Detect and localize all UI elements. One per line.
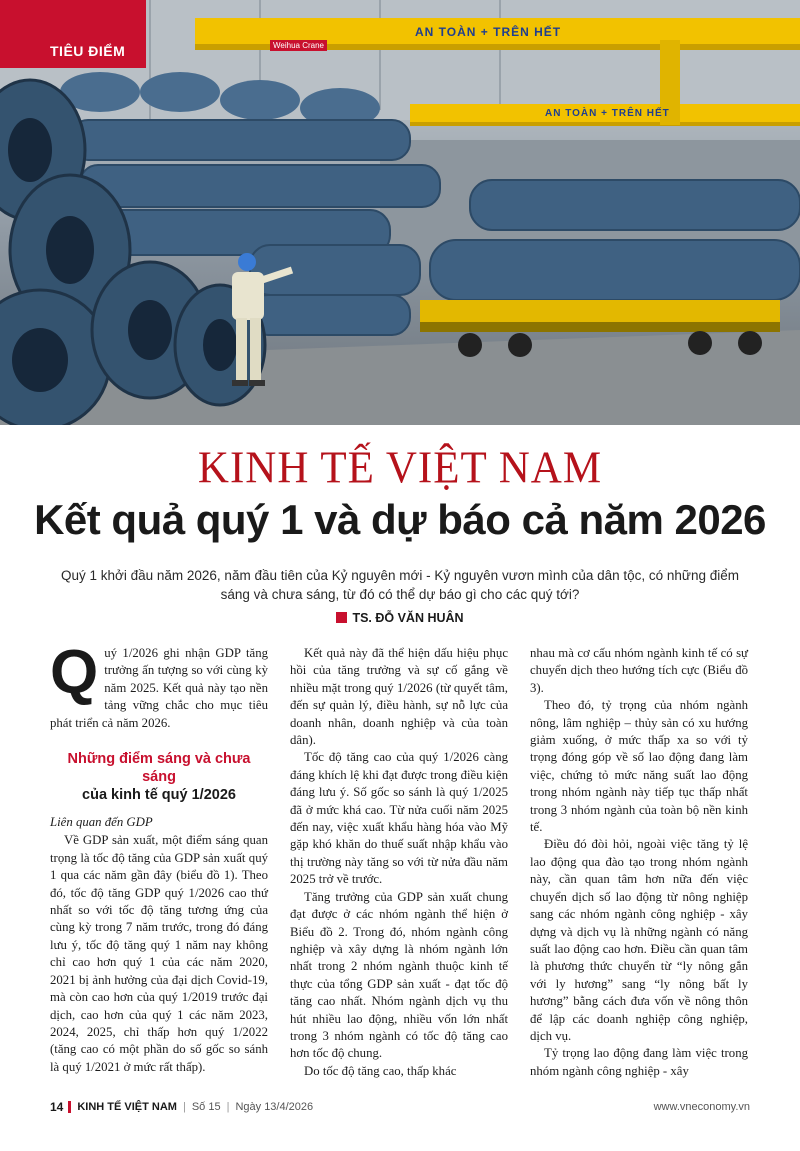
lead-in: Liên quan đến GDP: [50, 815, 153, 830]
issue-number: Số 15: [191, 1101, 221, 1113]
paragraph: Theo đó, tỷ trọng của nhóm ngành nông, lâm nghiệp – thủy sản có xu hướng giảm xuống, ở mức thấp xa so với tỷ trọng đóng góp về số lao động đang làm việc, chứng tỏ mức năng suất lao động trong nhóm ngành này tiếp tục thấp nhất trong 3 nhóm ngành của toàn bộ nền kinh tế.: [530, 698, 748, 835]
byline-logo-icon: [336, 612, 347, 623]
intro-text: uý 1/2026 ghi nhận GDP tăng trưởng ấn tượng so với cùng kỳ năm 2025. Kết quả này tạo nền tảng vững chắc cho mục tiêu phát triển cả năm 2026.: [50, 646, 268, 730]
paragraph: Tỷ trọng lao động đang làm việc trong nhóm ngành công nghiệp - xây: [530, 1046, 748, 1078]
subheading-line-1: Những điểm sáng và chưa sáng: [67, 751, 251, 786]
article-column-1: [50, 638, 268, 1076]
issue-date: Ngày 13/4/2026: [235, 1101, 314, 1113]
section-subheading: [50, 750, 268, 804]
magazine-name: KINH TẾ VIỆT NAM: [77, 1101, 177, 1113]
author-name: TS. ĐỖ VĂN HUÂN: [352, 611, 464, 625]
website-link[interactable]: www.vneconomy.vn: [653, 1101, 750, 1113]
footer-accent-bar: [68, 1101, 71, 1113]
paragraph: nhau mà cơ cấu nhóm ngành kinh tế có sự chuyển dịch theo hướng tích cực (Biểu đồ 3).: [530, 646, 748, 695]
paragraph: Tốc độ tăng cao của quý 1/2026 càng đáng khích lệ khi đạt được trong điều kiện đáng lưu ý. Số gốc so sánh là quý 1/2025 đã ở mức khá cao. Từ nửa cuối năm 2025 đến nay, việc xuất khẩu hàng hóa vào Mỹ gặp khó khăn do thuế suất nhập khẩu vào thị trường này tăng so với từ nửa đầu năm 2025 trở về trước.: [290, 750, 508, 887]
hero-photo: [0, 0, 800, 425]
crane-sign-upper: AN TOÀN + TRÊN HẾT: [415, 25, 562, 39]
section-tag: TIÊU ĐIỂM: [0, 0, 146, 68]
article-column-2: [290, 645, 508, 1080]
paragraph: Điều đó đòi hỏi, ngoài việc tăng tỷ lệ lao động qua đào tạo trong nhóm ngành này, cần quan tâm hơn nữa đến việc chuyển dịch số lao động từ nông nghiệp sang các nhóm ngành công nghiệp - xây dựng và dịch vụ là những ngành có năng suất lao động cao hơn. Điều cần quan tâm là phương thức chuyển từ “ly nông gắn với ly hương” sang “ly nông bất ly hương” bằng cách đưa vốn về nông thôn để lập các doanh nghiệp công nghiệp, dịch vụ.: [530, 837, 748, 1043]
article-column-3: [530, 645, 748, 1080]
paragraph: Tăng trưởng của GDP sản xuất chung đạt được ở các nhóm ngành thể hiện ở Biểu đồ 2. Trong đó, nhóm ngành công nghiệp và xây dựng là nhóm ngành lớn nhất trong 2 nhóm ngành thuộc kinh tế thực của tổng GDP sản xuất - đạt tốc độ tăng cao nhất. Nhóm ngành dịch vụ thu hút nhiều lao động, nhiều vốn lớn nhất trong 3 nhóm ngành có tốc độ tăng cao hơn tốc độ chung.: [290, 889, 508, 1061]
paragraph: Về GDP sản xuất, một điểm sáng quan trọng là tốc độ tăng của GDP sản xuất quý 1 qua các năm gần đây (biểu đồ 1). Theo đó, tốc độ tăng GDP quý 1/2026 cao thứ nhất so với tốc độ tăng tương ứng của cùng kỳ trong 7 năm trước, trong đó đáng lưu ý, tốc độ tăng quý 1 năm nay không chỉ cao hơn quý 1 của các năm 2020, 2021 bị ảnh hưởng của đại dịch Covid-19, mà còn cao hơn của quý 1/2019 trước đại dịch, cao hơn của quý 1 các năm 2023, 2024, 2025, chỉ thấp hơn quý 1/2022 (tăng cao có một phần do số gốc so sánh là quý 1/2021 ở mức rất thấp).: [50, 833, 268, 1074]
footer-separator: |: [182, 1101, 186, 1113]
article-sapo: Quý 1 khởi đầu năm 2026, năm đầu tiên của Kỷ nguyên mới - Kỷ nguyên vươn mình của dân tộc, có những điểm sáng và chưa sáng, từ đó có thể dự báo gì cho các quý tới?: [60, 568, 739, 602]
drop-cap: Q: [50, 638, 99, 707]
page-footer: [50, 1099, 750, 1115]
intro-paragraph: [50, 638, 268, 732]
crane-brand-label: Weihua Crane: [270, 40, 327, 51]
author-byline: [0, 611, 800, 625]
footer-separator: |: [226, 1101, 230, 1113]
headline-kicker: KINH TẾ VIỆT NAM: [197, 443, 603, 494]
subheading-line-2: của kinh tế quý 1/2026: [82, 787, 236, 804]
page-number: 14: [50, 1100, 64, 1114]
paragraph: Kết quả này đã thể hiện dấu hiệu phục hồi của tăng trưởng và sự cố gắng về nhiều mặt trong quý 1/2026 (từ quyết tâm, đến sự quản lý, điều hành, sự nỗ lực của doanh nhân, doanh nghiệp và của toàn dân).: [290, 646, 508, 748]
headline-title: Kết quả quý 1 và dự báo cả năm 2026: [34, 496, 766, 543]
paragraph: Do tốc độ tăng cao, thấp khác: [304, 1063, 457, 1078]
crane-sign-lower: AN TOÀN + TRÊN HẾT: [545, 108, 670, 119]
